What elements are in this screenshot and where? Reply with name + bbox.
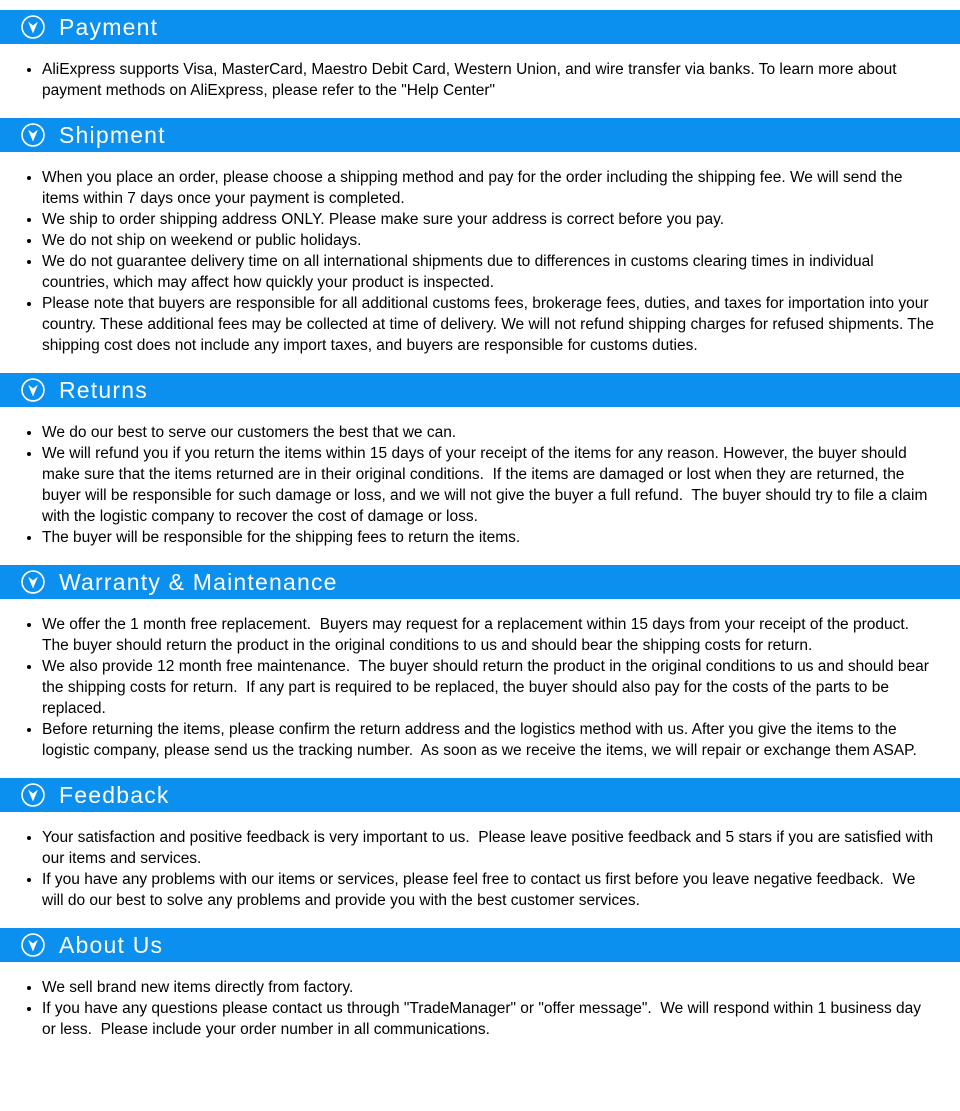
section-title: About Us: [59, 931, 164, 958]
section-title: Shipment: [59, 121, 166, 148]
section-header-warranty-maintenance: [0, 565, 960, 599]
bullet-list: [0, 59, 960, 101]
bullet-item: • When you place an order, please choose a shipping method and pay for the order including the shipping fee. We will send the items within 7 days once your payment is completed.: [42, 167, 934, 209]
bullet-item: • We also provide 12 month free maintenance. The buyer should return the product in the original conditions to us and should bear the shipping costs for return. If any part is required to be replaced, the buyer should also pay for the costs of the parts to be replaced.: [42, 656, 934, 719]
section-header-shipment: [0, 118, 960, 152]
section-shipment: [0, 118, 960, 356]
bullet-item: • We do not ship on weekend or public holidays.: [42, 230, 934, 251]
bullet-item: • We sell brand new items directly from factory.: [42, 977, 934, 998]
v-in-circle-icon: [20, 782, 46, 808]
bullet-item: • We ship to order shipping address ONLY. Please make sure your address is correct before you pay.: [42, 209, 934, 230]
v-in-circle-icon: [20, 122, 46, 148]
bullet-item: • We offer the 1 month free replacement. Buyers may request for a replacement within 15 days from your receipt of the product. The buyer should return the product in the original conditions to us and should bear the shipping costs for return.: [42, 614, 934, 656]
bullet-item: • If you have any problems with our items or services, please feel free to contact us first before you leave negative feedback. We will do our best to solve any problems and provide you with the best customer services.: [42, 869, 934, 911]
bullet-item: • Before returning the items, please confirm the return address and the logistics method with us. After you give the items to the logistic company, please send us the tracking number. As soon as we receive the items, we will repair or exchange them ASAP.: [42, 719, 934, 761]
section-title: Payment: [59, 13, 159, 40]
v-in-circle-icon: [20, 14, 46, 40]
section-warranty-maintenance: [0, 565, 960, 761]
bullet-item: • If you have any questions please contact us through "TradeManager" or "offer message". We will respond within 1 business day or less. Please include your order number in all communications.: [42, 998, 934, 1040]
bullet-item: • The buyer will be responsible for the shipping fees to return the items.: [42, 527, 934, 548]
section-header-about-us: [0, 928, 960, 962]
bullet-list: [0, 827, 960, 911]
section-title: Feedback: [59, 781, 170, 808]
bullet-item: • AliExpress supports Visa, MasterCard, Maestro Debit Card, Western Union, and wire transfer via banks. To learn more about payment methods on AliExpress, please refer to the "Help Center": [42, 59, 934, 101]
section-returns: [0, 373, 960, 548]
bullet-item: • We do our best to serve our customers the best that we can.: [42, 422, 934, 443]
section-header-returns: [0, 373, 960, 407]
bullet-item: • We do not guarantee delivery time on all international shipments due to differences in customs clearing times in individual countries, which may affect how quickly your product is inspected.: [42, 251, 934, 293]
bullet-list: [0, 167, 960, 356]
bullet-list: [0, 422, 960, 548]
section-about-us: [0, 928, 960, 1040]
section-body-feedback: [0, 827, 960, 911]
section-payment: [0, 10, 960, 101]
v-in-circle-icon: [20, 377, 46, 403]
bullet-item: • Your satisfaction and positive feedback is very important to us. Please leave positive feedback and 5 stars if you are satisfied with our items and services.: [42, 827, 934, 869]
bullet-item: • Please note that buyers are responsible for all additional customs fees, brokerage fees, duties, and taxes for importation into your country. These additional fees may be collected at time of delivery. We will not refund shipping charges for refused shipments. The shipping cost does not include any import taxes, and buyers are responsible for customs duties.: [42, 293, 934, 356]
bullet-list: [0, 614, 960, 761]
section-body-warranty-maintenance: [0, 614, 960, 761]
bullet-item: • We will refund you if you return the items within 15 days of your receipt of the items for any reason. However, the buyer should make sure that the items returned are in their original conditions. If the items are damaged or lost when they are returned, the buyer will be responsible for such damage or loss, and we will not give the buyer a full refund. The buyer should try to file a claim with the logistic company to recover the cost of damage or loss.: [42, 443, 934, 527]
bullet-list: [0, 977, 960, 1040]
section-body-about-us: [0, 977, 960, 1040]
section-title: Returns: [59, 376, 148, 403]
section-header-payment: [0, 10, 960, 44]
section-body-returns: [0, 422, 960, 548]
section-title: Warranty & Maintenance: [59, 568, 338, 595]
section-feedback: [0, 778, 960, 911]
section-body-shipment: [0, 167, 960, 356]
section-body-payment: [0, 59, 960, 101]
v-in-circle-icon: [20, 569, 46, 595]
section-header-feedback: [0, 778, 960, 812]
v-in-circle-icon: [20, 932, 46, 958]
